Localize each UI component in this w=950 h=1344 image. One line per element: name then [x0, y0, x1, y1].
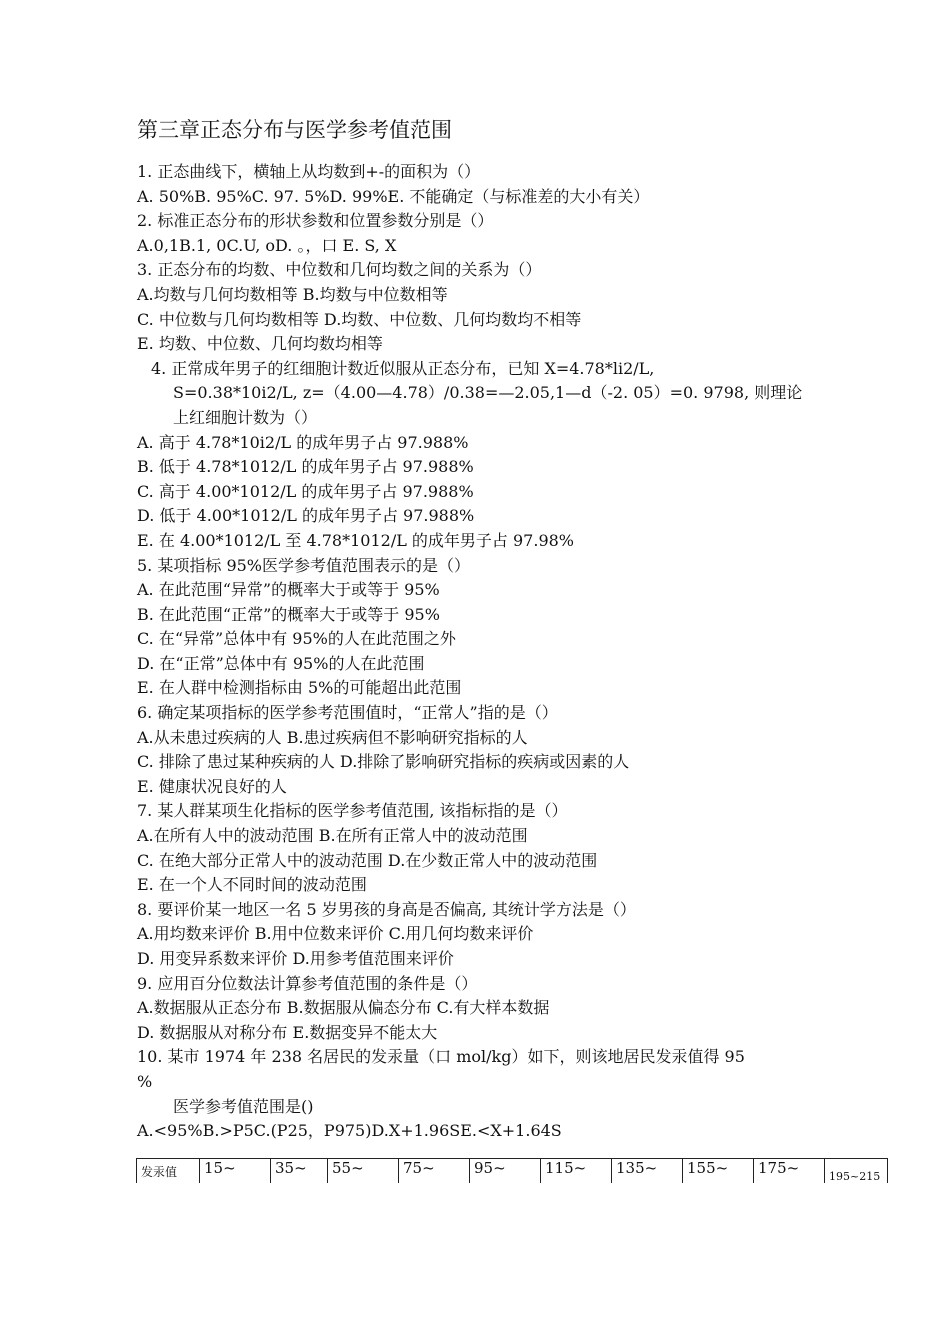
table-cell: 115~ — [541, 1159, 612, 1184]
table-cell: 195~215 — [825, 1159, 888, 1184]
text-line: 10. 某市 1974 年 238 名居民的发汞量（口 mol/kg）如下，则该地居民发汞值得 95 — [137, 1047, 745, 1067]
table-cell: 15~ — [200, 1159, 271, 1184]
text-line: 3. 正态分布的均数、中位数和几何均数之间的关系为（） — [137, 260, 542, 280]
text-line: D. 用变异系数来评价 D.用参考值范围来评价 — [137, 949, 454, 968]
text-line: 7. 某人群某项生化指标的医学参考值范围, 该指标指的是（） — [137, 801, 568, 821]
table-row — [137, 1159, 888, 1184]
text-line: D. 低于 4.00*1012/L 的成年男子占 97.988% — [137, 506, 475, 526]
table-cell: 95~ — [470, 1159, 541, 1184]
text-line: A. 50%B. 95%C. 97. 5%D. 99%E. 不能确定（与标准差的大小有关） — [137, 186, 650, 206]
question-lines — [137, 160, 827, 1144]
table-cell: 175~ — [754, 1159, 825, 1184]
text-line: E. 在 4.00*1012/L 至 4.78*1012/L 的成年男子占 97.98% — [137, 530, 575, 550]
chapter-title: 第三章正态分布与医学参考值范围 — [137, 118, 452, 142]
text-line: A.数据服从正态分布 B.数据服从偏态分布 C.有大样本数据 — [137, 998, 550, 1018]
table-header-cell: 发汞值 — [137, 1159, 200, 1184]
text-line: E. 在人群中检测指标由 5%的可能超出此范围 — [137, 678, 462, 698]
text-line: A.均数与几何均数相等 B.均数与中位数相等 — [137, 284, 448, 304]
text-line: C. 排除了患过某种疾病的人 D.排除了影响研究指标的疾病或因素的人 — [137, 752, 630, 772]
text-line: C. 中位数与几何均数相等 D.均数、中位数、几何均数均不相等 — [137, 309, 582, 329]
text-line: E. 在一个人不同时间的波动范围 — [137, 875, 367, 895]
text-line: C. 在绝大部分正常人中的波动范围 D.在少数正常人中的波动范围 — [137, 850, 598, 870]
text-line: A.在所有人中的波动范围 B.在所有正常人中的波动范围 — [137, 826, 528, 846]
table-cell: 55~ — [328, 1159, 399, 1184]
text-line: E. 健康状况良好的人 — [137, 776, 287, 796]
text-line: 医学参考值范围是() — [173, 1096, 314, 1116]
text-line: 6. 确定某项指标的医学参考范围值时，“正常人”指的是（） — [137, 703, 558, 723]
text-line: D. 数据服从对称分布 E.数据变异不能太大 — [137, 1022, 438, 1042]
text-line: A.<95%B.>P5C.(P25，P975)D.X+1.96SE.<X+1.64S — [137, 1121, 562, 1141]
text-line: B. 低于 4.78*1012/L 的成年男子占 97.988% — [137, 457, 474, 477]
text-line: 5. 某项指标 95%医学参考值范围表示的是（） — [137, 555, 471, 575]
text-line: 8. 要评价某一地区一名 5 岁男孩的身高是否偏高, 其统计学方法是（） — [137, 899, 636, 919]
table-cell: 75~ — [399, 1159, 470, 1184]
text-line: C. 高于 4.00*1012/L 的成年男子占 97.988% — [137, 481, 474, 501]
table-cell: 155~ — [683, 1159, 754, 1184]
text-line: 上红细胞计数为（） — [173, 407, 318, 427]
text-line: 2. 标准正态分布的形状参数和位置参数分别是（） — [137, 211, 494, 231]
text-line: D. 在“正常”总体中有 95%的人在此范围 — [137, 653, 425, 673]
text-line: A.0,1B.1, 0C.U, oD. 。，口 E. S, X — [137, 235, 397, 255]
text-line: B. 在此范围“正常”的概率大于或等于 95% — [137, 604, 440, 624]
text-line: % — [137, 1071, 153, 1091]
text-line: E. 均数、中位数、几何均数均相等 — [137, 334, 383, 354]
text-line: A.用均数来评价 B.用中位数来评价 C.用几何均数来评价 — [137, 924, 534, 944]
table-cell: 35~ — [271, 1159, 328, 1184]
text-line: S=0.38*10i2/L, z=（4.00—4.78）/0.38=—2.05,1—d（-2. 05）=0. 9798, 则理论 — [173, 383, 803, 403]
frequency-table — [136, 1158, 888, 1183]
text-line: A.从未患过疾病的人 B.患过疾病但不影响研究指标的人 — [137, 727, 528, 747]
text-line: 1. 正态曲线下，横轴上从均数到+-的面积为（） — [137, 162, 481, 181]
text-line: C. 在“异常”总体中有 95%的人在此范围之外 — [137, 629, 456, 649]
table-cell: 135~ — [612, 1159, 683, 1184]
text-line: A. 高于 4.78*10i2/L 的成年男子占 97.988% — [137, 432, 469, 452]
text-line: A. 在此范围“异常”的概率大于或等于 95% — [137, 580, 440, 600]
text-line: 4. 正常成年男子的红细胞计数近似服从正态分布，已知 X=4.78*li2/L, — [151, 358, 655, 378]
text-line: 9. 应用百分位数法计算参考值范围的条件是（） — [137, 973, 478, 993]
